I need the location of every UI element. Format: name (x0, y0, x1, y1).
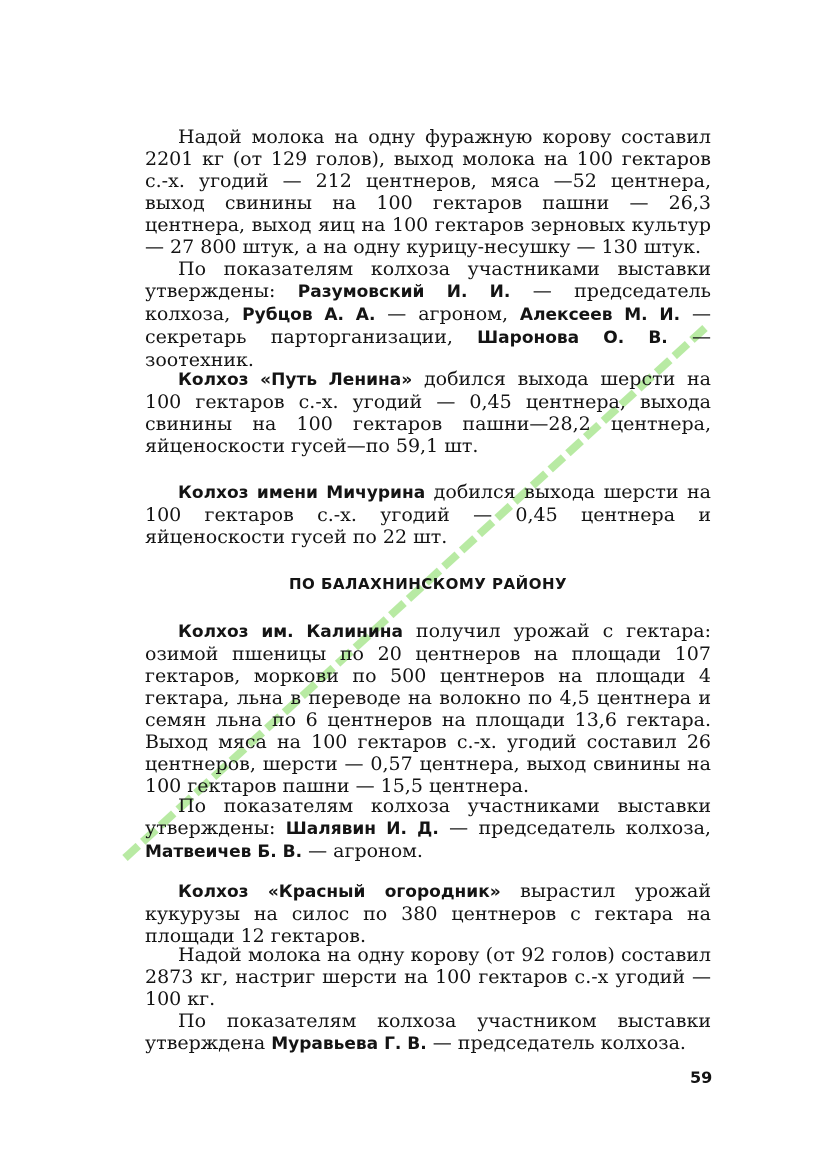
person-name: Шалявин И. Д. (285, 819, 439, 839)
paragraph-9: По показателям колхоза участником выставки утверждена Муравьева Г. В. — председатель колхоза. (145, 1010, 711, 1054)
person-name: Рубцов А. А. (242, 305, 376, 325)
farm-name: Колхоз имени Мичурина (178, 483, 426, 503)
paragraph-6: По показателям колхоза участниками выставки утверждены: Шалявин И. Д. — председатель колхоза, Матвеичев Б. В. — агроном. (145, 795, 711, 862)
person-name: Разумовский И. И. (297, 282, 511, 302)
paragraph-1: Надой молока на одну фуражную корову составил 2201 кг (от 129 голов), выход молока на 100 гектаров с.-х. угодий — 212 центнеров, мяса —52 центнера, выход свинины на 100 гектаров пашни — 26,3 центнера, выход яиц на 100 гектаров зерновых культур — 27 800 штук, а на одну курицу-несушку — 130 штук. (145, 126, 711, 258)
farm-name: Колхоз «Путь Ленина» (178, 370, 413, 390)
paragraph-2: По показателям колхоза участниками выставки утверждены: Разумовский И. И. — председатель колхоза, Рубцов А. А. — агроном, Алексеев М. И. — секретарь парторганизации, Шаронова О. В. — зоотехник. (145, 258, 711, 371)
paragraph-3: Колхоз «Путь Ленина» добился выхода шерсти на 100 гектаров с.-х. угодий — 0,45 центнера, выхода свинины на 100 гектаров пашни—28,2 центнера, яйценоскости гусей—по 59,1 шт. (145, 368, 711, 457)
person-name: Шаронова О. В. (477, 328, 668, 348)
paragraph-7: Колхоз «Красный огородник» вырастил урожай кукурузы на силос по 380 центнеров с гектара на площади 12 гектаров. (145, 880, 711, 947)
person-name: Алексеев М. И. (519, 305, 681, 325)
farm-name: Колхоз им. Калинина (178, 622, 403, 642)
paragraph-8: Надой молока на одну корову (от 92 голов) составил 2873 кг, настриг шерсти на 100 гектаров с.-х угодий — 100 кг. (145, 944, 711, 1010)
farm-name: Колхоз «Красный огородник» (178, 882, 501, 902)
paragraph-4: Колхоз имени Мичурина добился выхода шерсти на 100 гектаров с.-х. угодий — 0,45 центнера и яйценоскости гусей по 22 шт. (145, 481, 711, 548)
paragraph-5: Колхоз им. Калинина получил урожай с гектара: озимой пшеницы по 20 центнеров на площади 107 гектаров, моркови по 500 центнеров на площади 4 гектара, льна в переводе на волокно по 4,5 центнера и семян льна по 6 центнеров на площади 13,6 гектара. Выход мяса на 100 гектаров с.-х. угодий составил 26 центнеров, шерсти — 0,57 центнера, выход свинины на 100 гектаров пашни — 15,5 центнера. (145, 620, 711, 797)
section-heading: ПО БАЛАХНИНСКОМУ РАЙОНУ (288, 575, 568, 593)
person-name: Матвеичев Б. В. (145, 842, 303, 862)
page-number: 59 (690, 1068, 713, 1087)
person-name: Муравьева Г. В. (271, 1034, 427, 1054)
